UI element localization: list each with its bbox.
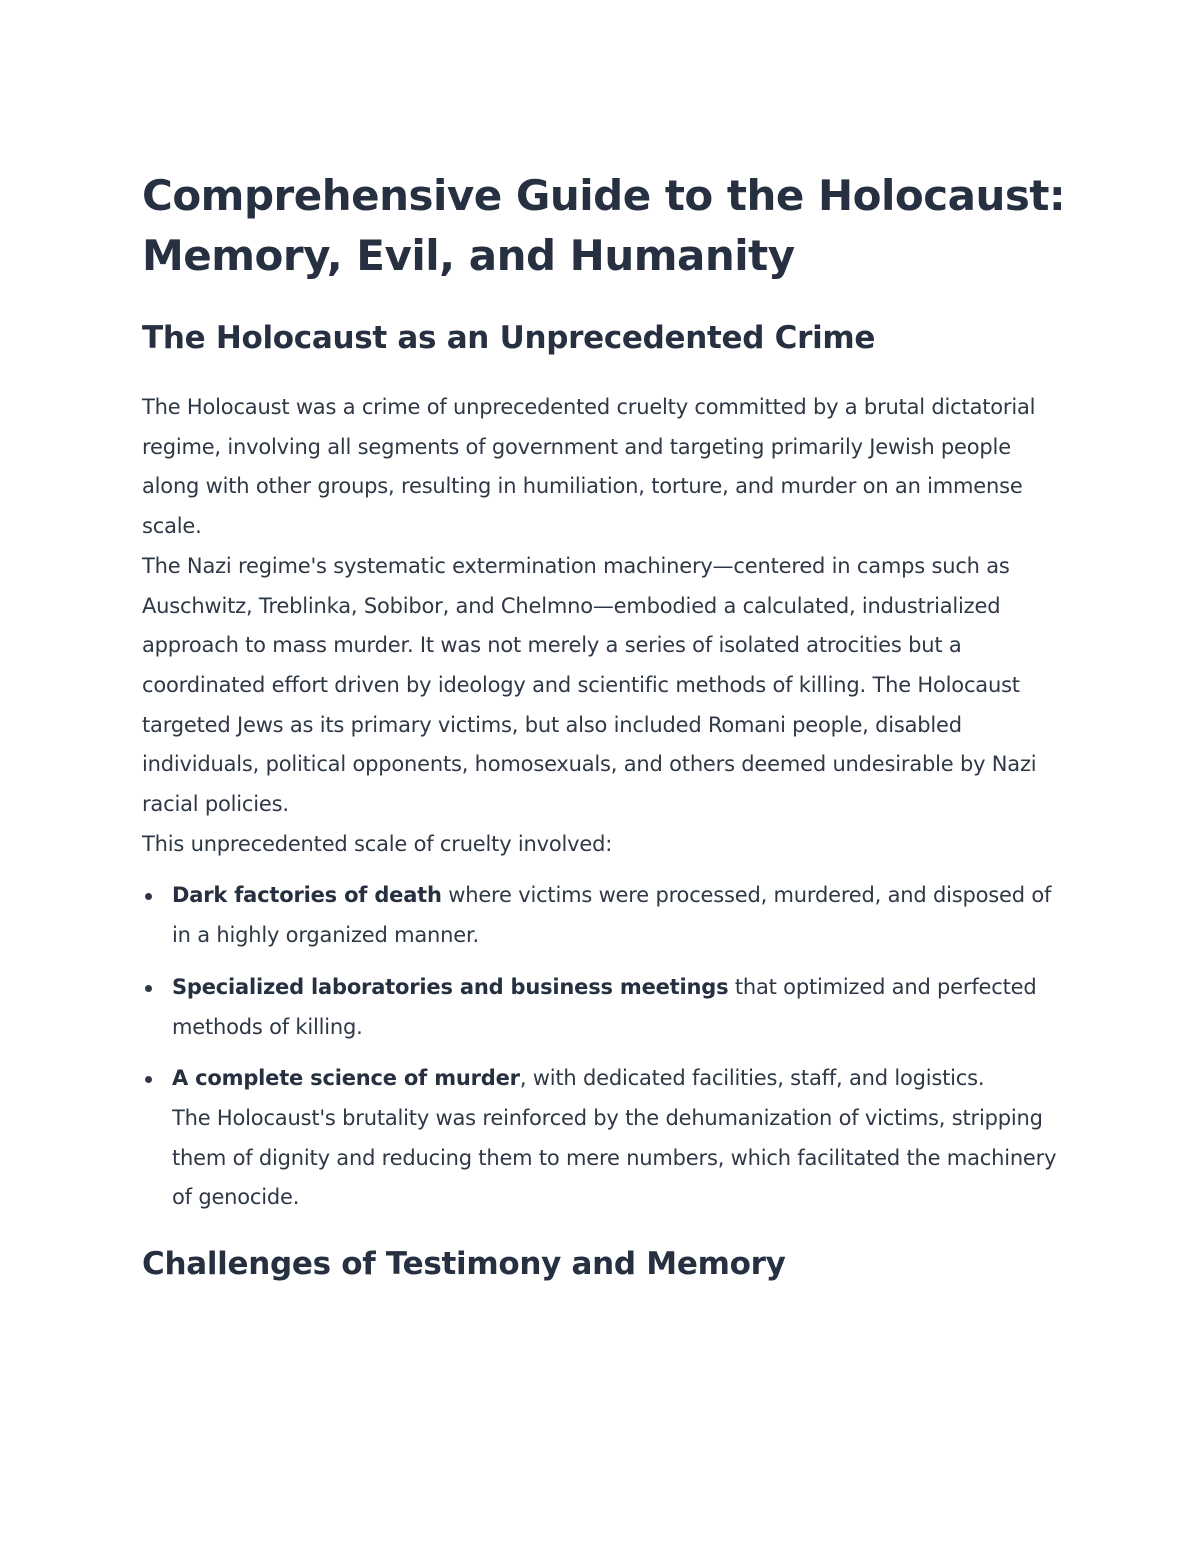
list-item xyxy=(142,876,1072,955)
document-content xyxy=(142,166,1072,1286)
list-item-bold: A complete science of murder xyxy=(172,1066,520,1091)
list-item-continuation: The Holocaust's brutality was reinforced by the dehumanization of victims, stripping them of dignity and reducing them to mere numbers, which facilitated the machinery of genocide. xyxy=(172,1105,1057,1210)
list-item xyxy=(142,968,1072,1047)
list-item-text: that optimized and perfected methods of killing. xyxy=(172,974,1037,1039)
list-item-bold: Specialized laboratories and business meetings xyxy=(172,974,729,999)
section-heading-unprecedented-crime: The Holocaust as an Unprecedented Crime xyxy=(142,320,876,356)
section-heading-testimony-memory: Challenges of Testimony and Memory xyxy=(142,1246,786,1283)
bullet-list xyxy=(142,876,1072,1218)
list-item-text: , with dedicated facilities, staff, and logistics. xyxy=(519,1066,985,1091)
list-item-text: where victims were processed, murdered, and disposed of in a highly organized manner. xyxy=(172,883,1052,948)
list-item xyxy=(142,1059,1072,1218)
bullet-icon xyxy=(145,1076,152,1083)
bullet-icon xyxy=(145,985,152,992)
document-title: Comprehensive Guide to the Holocaust: Memory, Evil, and Humanity xyxy=(142,171,1066,280)
paragraph-intro: The Holocaust was a crime of unprecedented cruelty committed by a brutal dictatorial regime, involving all segments of government and targeting primarily Jewish people along with other groups, resulting in humiliation, torture, and murder on an immense scale. xyxy=(142,395,1036,539)
paragraph-nazi-machinery: The Nazi regime's systematic extermination machinery—centered in camps such as Auschwitz, Treblinka, Sobibor, and Chelmno—embodied a calculated, industrialized approach to mass murder. It was not merely a series of isolated atrocities but a coordinated effort driven by ideology and scientific methods of killing. The Holocaust targeted Jews as its primary victims, but also included Romani people, disabled individuals, political opponents, homosexuals, and others deemed undesirable by Nazi racial policies. xyxy=(142,553,1037,817)
list-item-bold: Dark factories of death xyxy=(172,883,442,908)
paragraph-scale-lead: This unprecedented scale of cruelty involved: xyxy=(142,831,613,856)
bullet-icon xyxy=(145,893,152,900)
